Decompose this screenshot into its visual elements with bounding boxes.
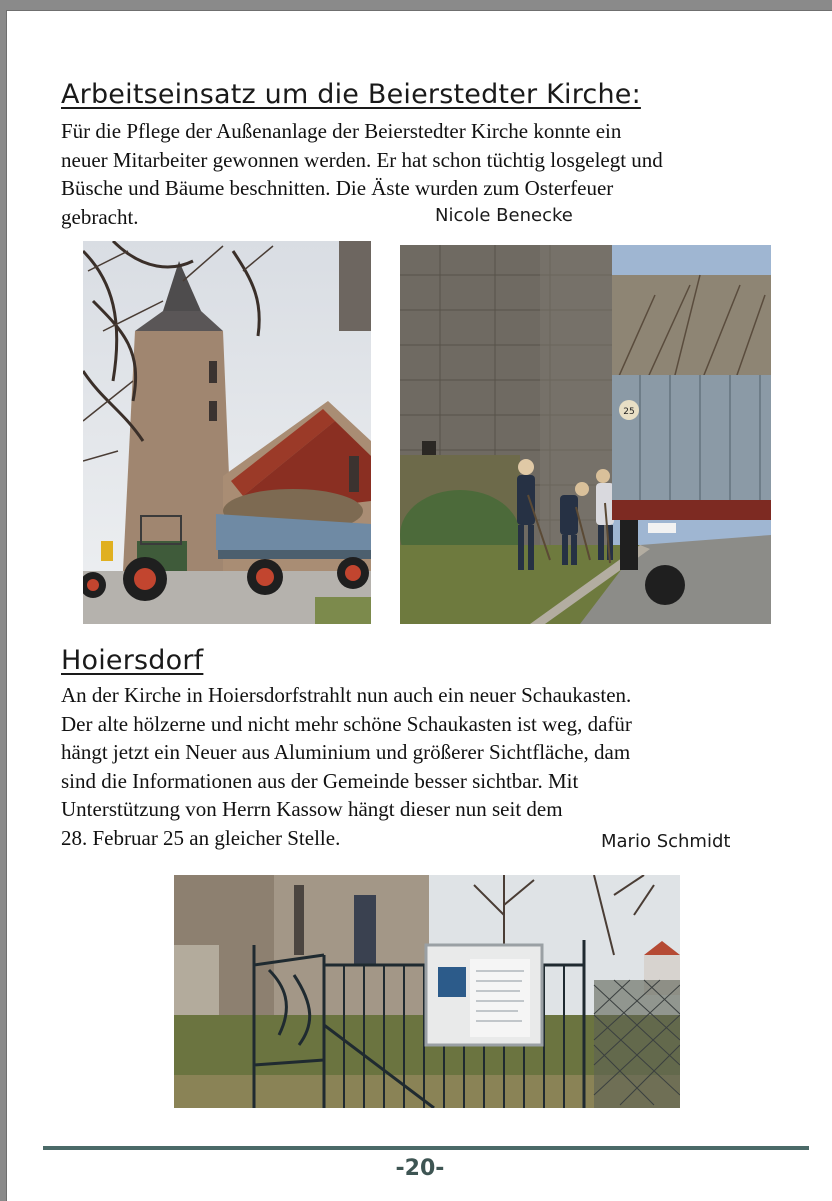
text-line: 28. Februar 25 an gleicher Stelle. [61, 825, 341, 850]
text-line: hängt jetzt ein Neuer aus Aluminium und größerer Sichtfläche, dam [61, 740, 631, 764]
showcase-gate-photo [174, 875, 680, 1108]
church-workers-photo [400, 245, 771, 624]
section-heading-hoiersdorf: Hoiersdorf [61, 645, 204, 676]
text-line: neuer Mitarbeiter gewonnen werden. Er hat schon tüchtig losgelegt und [61, 147, 663, 172]
page-number: -20- [395, 1156, 445, 1181]
church-tractor-photo [83, 241, 371, 624]
text-line: Büsche und Bäume beschnitten. Die Äste wurden zum Osterfeuer [61, 176, 614, 200]
author-signature: Mario Schmidt [601, 831, 731, 852]
document-page [6, 10, 832, 1201]
text-line: An der Kirche in Hoiersdorfstrahlt nun auch ein neuer Schaukasten. [61, 683, 632, 707]
text-line: Der alte hölzerne und nicht mehr schöne Schaukasten ist weg, dafür [61, 711, 632, 736]
trailer-sign-text: 25 [623, 407, 635, 417]
text-line: Für die Pflege der Außenanlage der Beierstedter Kirche konnte ein [61, 119, 622, 143]
section-text-hoiersdorf [61, 681, 632, 852]
text-line: sind die Informationen aus der Gemeinde besser sichtbar. Mit [61, 768, 579, 793]
text-line: Unterstützung von Herrn Kassow hängt dieser nun seit dem [61, 797, 563, 821]
text-line: gebracht. [61, 204, 139, 229]
footer-rule [43, 1146, 809, 1150]
author-signature: Nicole Benecke [435, 205, 573, 226]
section-heading-beierstedt: Arbeitseinsatz um die Beierstedter Kirche: [61, 79, 641, 110]
